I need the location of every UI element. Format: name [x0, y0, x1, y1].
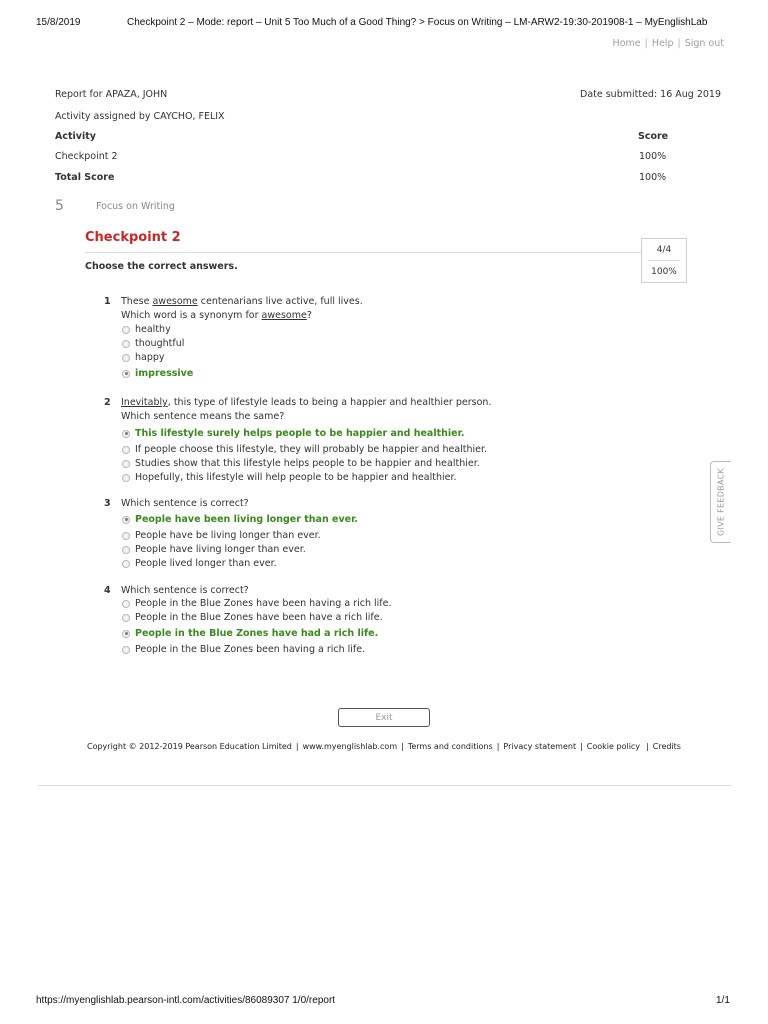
answer-option[interactable]: Studies show that this lifestyle helps people to be happier and healthier. — [122, 458, 480, 469]
exit-button[interactable]: Exit — [338, 708, 430, 727]
signout-link[interactable]: Sign out — [684, 38, 724, 49]
site-footer: Copyright © 2012-2019 Pearson Education Limited | www.myenglishlab.com | Terms and conditions | Privacy statement | Cookie policy | Credits — [87, 742, 681, 751]
question-3-prompt: Which sentence is correct? — [121, 498, 249, 509]
report-for: Report for APAZA, JOHN — [55, 89, 168, 100]
footer-divider — [38, 785, 732, 786]
answer-option[interactable]: People have be living longer than ever. — [122, 530, 321, 541]
radio-button-selected[interactable] — [122, 630, 130, 638]
credits-link[interactable]: Credits — [652, 742, 681, 751]
score-fraction: 4/4 — [656, 245, 672, 255]
unit-number: 5 — [55, 198, 64, 214]
unit-title: Focus on Writing — [96, 201, 175, 212]
cookie-link[interactable]: Cookie policy — [586, 742, 641, 751]
answer-option[interactable]: People have living longer than ever. — [122, 544, 306, 555]
score-box — [641, 238, 687, 283]
radio-button-selected[interactable] — [122, 516, 130, 524]
top-links: Home | Help | Sign out — [612, 38, 724, 49]
question-2-prompt: Inevitably, this type of lifestyle leads to being a happier and healthier person. — [121, 397, 492, 408]
answer-option[interactable]: thoughtful — [122, 338, 184, 349]
print-title: Checkpoint 2 – Mode: report – Unit 5 Too Much of a Good Thing? > Focus on Writing – LM-ARW2-19:30-201908-1 – MyEnglishLab — [127, 17, 708, 28]
score-column-header: Score — [638, 131, 669, 142]
radio-button-selected[interactable] — [122, 370, 130, 378]
title-divider — [85, 252, 641, 253]
copyright-text: Copyright © 2012-2019 Pearson Education Limited — [87, 742, 292, 751]
terms-link[interactable]: Terms and conditions — [407, 742, 493, 751]
answer-option[interactable]: People in the Blue Zones have been have a rich life. — [122, 612, 383, 623]
question-number: 1 — [104, 296, 111, 307]
question-4-prompt: Which sentence is correct? — [121, 585, 249, 596]
total-score-value: 100% — [639, 172, 667, 183]
answer-option-correct[interactable]: People have been living longer than ever. — [122, 514, 358, 525]
radio-button[interactable] — [122, 600, 130, 608]
print-page: 1/1 — [716, 995, 730, 1006]
activity-row-score: 100% — [639, 151, 667, 162]
radio-button[interactable] — [122, 560, 130, 568]
radio-button[interactable] — [122, 474, 130, 482]
question-1-sub: Which word is a synonym for awesome? — [121, 310, 312, 321]
give-feedback-tab[interactable] — [710, 461, 731, 543]
date-submitted: Date submitted: 16 Aug 2019 — [580, 89, 722, 100]
radio-button[interactable] — [122, 446, 130, 454]
radio-button[interactable] — [122, 340, 130, 348]
answer-option[interactable]: People in the Blue Zones been having a rich life. — [122, 644, 365, 655]
answer-option-correct[interactable]: impressive — [122, 368, 193, 379]
radio-button[interactable] — [122, 614, 130, 622]
activity-column-header: Activity — [55, 131, 96, 142]
site-link[interactable]: www.myenglishlab.com — [302, 742, 398, 751]
privacy-link[interactable]: Privacy statement — [503, 742, 577, 751]
instruction: Choose the correct answers. — [85, 261, 238, 272]
checkpoint-title: Checkpoint 2 — [85, 230, 181, 245]
answer-option-correct[interactable]: People in the Blue Zones have had a rich life. — [122, 628, 378, 639]
activity-row-name: Checkpoint 2 — [55, 151, 118, 162]
question-2-sub: Which sentence means the same? — [121, 411, 285, 422]
radio-button[interactable] — [122, 354, 130, 362]
question-number: 2 — [104, 397, 111, 408]
radio-button[interactable] — [122, 326, 130, 334]
score-percent: 100% — [651, 267, 677, 277]
radio-button-selected[interactable] — [122, 430, 130, 438]
help-link[interactable]: Help — [651, 38, 674, 49]
radio-button[interactable] — [122, 460, 130, 468]
total-score-label: Total Score — [55, 172, 115, 183]
radio-button[interactable] — [122, 532, 130, 540]
score-divider — [648, 260, 680, 261]
answer-option[interactable]: happy — [122, 352, 165, 363]
radio-button[interactable] — [122, 646, 130, 654]
answer-option[interactable]: If people choose this lifestyle, they will probably be happier and healthier. — [122, 444, 487, 455]
feedback-label: GIVE FEEDBACK — [716, 467, 726, 537]
question-1-prompt: These awesome centenarians live active, full lives. — [121, 296, 363, 307]
answer-option[interactable]: healthy — [122, 324, 171, 335]
assigned-by: Activity assigned by CAYCHO, FELIX — [55, 111, 225, 122]
print-date: 15/8/2019 — [36, 17, 81, 28]
answer-option[interactable]: People in the Blue Zones have been having a rich life. — [122, 598, 391, 609]
print-url: https://myenglishlab.pearson-intl.com/activities/86089307 1/0/report — [36, 995, 336, 1006]
radio-button[interactable] — [122, 546, 130, 554]
question-number: 3 — [104, 498, 111, 509]
answer-option[interactable]: Hopefully, this lifestyle will help people to be happier and healthier. — [122, 472, 457, 483]
home-link[interactable]: Home — [612, 38, 641, 49]
answer-option-correct[interactable]: This lifestyle surely helps people to be happier and healthier. — [122, 428, 465, 439]
question-number: 4 — [104, 585, 111, 596]
answer-option[interactable]: People lived longer than ever. — [122, 558, 277, 569]
